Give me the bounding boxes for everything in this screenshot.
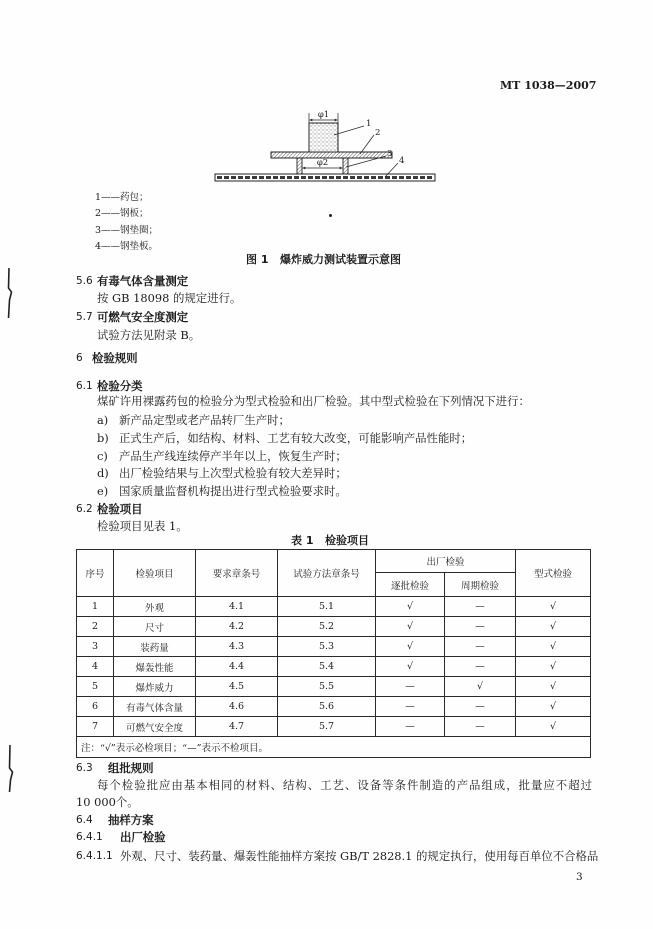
cell-periodic-check: —	[445, 597, 516, 617]
figure-1-diagram	[210, 105, 445, 187]
list-item: 出厂检验结果与上次型式检验有较大差异时；	[119, 466, 347, 480]
clause-body: 煤矿许用裸露药包的检验分为型式检验和出厂检验。其中型式检验在下列情况下进行：	[97, 394, 530, 408]
cell-periodic-check: —	[445, 717, 516, 737]
cell-batch-check: —	[376, 717, 445, 737]
cell-batch-check: √	[376, 597, 445, 617]
cell-type-check: √	[516, 717, 591, 737]
list-item-marker: a)	[97, 413, 109, 427]
list-item-marker: b)	[97, 431, 109, 445]
cell-seq: 5	[77, 677, 114, 697]
clause-title: 检验项目	[97, 502, 143, 516]
steel-plate	[271, 152, 392, 158]
cell-item: 爆轰性能	[114, 657, 196, 677]
cell-item: 装药量	[114, 637, 196, 657]
cell-batch-check: —	[376, 677, 445, 697]
clause-title: 可燃气安全度测定	[97, 310, 189, 324]
header-method-clause: 试验方法章条号	[278, 550, 376, 597]
cell-seq: 4	[77, 657, 114, 677]
cell-type-check: √	[516, 657, 591, 677]
chapter-title: 检验规则	[92, 351, 138, 365]
cell-method-clause: 5.7	[278, 717, 376, 737]
standard-number: MT 1038—2007	[500, 79, 597, 92]
clause-number: 6.1	[76, 380, 93, 392]
cell-method-clause: 5.1	[278, 597, 376, 617]
cell-req-clause: 4.7	[196, 717, 278, 737]
table-caption-title: 检验项目	[325, 534, 369, 547]
legend-item: 4——钢垫板。	[95, 241, 159, 252]
clause-title: 出厂检验	[120, 830, 166, 844]
part-label-4: 4	[399, 156, 405, 166]
chapter-number: 6	[76, 352, 83, 364]
inspection-items-table	[76, 549, 591, 758]
cell-periodic-check: —	[445, 697, 516, 717]
header-item: 检验项目	[114, 550, 196, 597]
clause-body: 外观、尺寸、装药量、爆轰性能抽样方案按 GB/T 2828.1 的规定执行，使用每百单位不合格品	[120, 849, 599, 863]
cell-req-clause: 4.5	[196, 677, 278, 697]
list-item-marker: d)	[97, 466, 109, 480]
list-item: 国家质量监督机构提出进行型式检验要求时。	[119, 484, 347, 498]
cell-req-clause: 4.3	[196, 637, 278, 657]
clause-number: 6.4.1	[76, 831, 103, 843]
clause-body: 试验方法见附录 B。	[97, 328, 201, 342]
cell-type-check: √	[516, 637, 591, 657]
clause-number: 6.4.1.1	[76, 850, 113, 862]
cell-item: 有毒气体含量	[114, 697, 196, 717]
list-item-marker: c)	[97, 449, 108, 463]
cell-type-check: √	[516, 697, 591, 717]
cell-batch-check: √	[376, 637, 445, 657]
cell-periodic-check: √	[445, 677, 516, 697]
clause-title: 组批规则	[108, 761, 154, 775]
header-type-inspection: 型式检验	[516, 550, 591, 597]
clause-body-continued: 10 000个。	[76, 795, 139, 809]
cell-type-check: √	[516, 597, 591, 617]
part-label-3: 3	[387, 149, 393, 159]
cell-req-clause: 4.2	[196, 617, 278, 637]
leader-2	[360, 135, 374, 154]
list-item: 产品生产线连续停产半年以上，恢复生产时；	[119, 449, 347, 463]
clause-body: 检验项目见表 1。	[97, 519, 188, 533]
cell-item: 爆炸威力	[114, 677, 196, 697]
part-label-2: 2	[375, 128, 381, 138]
scan-mark-top	[0, 262, 20, 324]
header-per-batch: 逐批检验	[376, 573, 445, 597]
steel-washer-right	[343, 158, 348, 174]
legend-item: 1——药包；	[95, 192, 149, 203]
table-row	[77, 697, 591, 717]
page-number: 3	[576, 871, 583, 883]
cell-seq: 2	[77, 617, 114, 637]
figure-caption-number: 图 1	[246, 253, 269, 266]
cell-batch-check: √	[376, 657, 445, 677]
list-item: 新产品定型或老产品转厂生产时；	[119, 413, 290, 427]
cell-item: 可燃气安全度	[114, 717, 196, 737]
cell-seq: 6	[77, 697, 114, 717]
cell-seq: 1	[77, 597, 114, 617]
cell-req-clause: 4.1	[196, 597, 278, 617]
steel-washer-left	[297, 158, 302, 174]
header-periodic: 周期检验	[445, 573, 516, 597]
legend-item: 3——钢垫圈；	[95, 225, 159, 236]
clause-number: 6.2	[76, 503, 93, 515]
cell-seq: 3	[77, 637, 114, 657]
scan-mark-bottom	[0, 740, 20, 798]
table-row	[77, 597, 591, 617]
cell-type-check: √	[516, 677, 591, 697]
clause-body: 每个检验批应由基本相同的材料、结构、工艺、设备等条件制造的产品组成，批量应不超过	[97, 778, 592, 792]
table-caption-number: 表 1	[291, 534, 314, 547]
table-row	[77, 677, 591, 697]
table-row	[77, 617, 591, 637]
table-row	[77, 637, 591, 657]
cell-item: 外观	[114, 597, 196, 617]
figure-caption-title: 爆炸威力测试装置示意图	[280, 253, 401, 266]
table-row	[77, 657, 591, 677]
cell-batch-check: √	[376, 617, 445, 637]
clause-body: 按 GB 18098 的规定进行。	[97, 291, 242, 305]
table-row	[77, 717, 591, 737]
clause-title: 抽样方案	[108, 813, 154, 827]
cell-method-clause: 5.4	[278, 657, 376, 677]
cell-method-clause: 5.2	[278, 617, 376, 637]
part-label-1: 1	[366, 119, 372, 129]
table-note-row	[77, 737, 591, 758]
cell-batch-check: —	[376, 697, 445, 717]
list-item: 正式生产后，如结构、材料、工艺有较大改变，可能影响产品性能时；	[119, 431, 473, 445]
cell-periodic-check: —	[445, 617, 516, 637]
explosive-charge	[309, 123, 338, 152]
list-item-marker: e)	[97, 484, 109, 498]
clause-number: 5.7	[76, 311, 93, 323]
cell-periodic-check: —	[445, 637, 516, 657]
table-note: 注：“√”表示必检项目；“—”表示不检项目。	[77, 737, 591, 758]
cell-req-clause: 4.6	[196, 697, 278, 717]
cell-item: 尺寸	[114, 617, 196, 637]
clause-number: 5.6	[76, 275, 93, 287]
cell-periodic-check: —	[445, 657, 516, 677]
cell-method-clause: 5.6	[278, 697, 376, 717]
table-header-row	[77, 550, 591, 573]
clause-title: 有毒气体含量测定	[97, 274, 189, 288]
cell-seq: 7	[77, 717, 114, 737]
legend-item: 2——钢板；	[95, 208, 149, 219]
header-req-clause: 要求章条号	[196, 550, 278, 597]
dim-label-d1: φ1	[317, 110, 330, 120]
scan-speck	[329, 214, 332, 217]
dim-label-d2: φ2	[316, 158, 329, 168]
clause-number: 6.4	[76, 814, 93, 826]
cell-req-clause: 4.4	[196, 657, 278, 677]
header-seq: 序号	[77, 550, 114, 597]
cell-type-check: √	[516, 617, 591, 637]
cell-method-clause: 5.5	[278, 677, 376, 697]
cell-method-clause: 5.3	[278, 637, 376, 657]
header-factory-inspection: 出厂检验	[376, 550, 516, 573]
clause-number: 6.3	[76, 762, 93, 774]
clause-title: 检验分类	[97, 379, 143, 393]
